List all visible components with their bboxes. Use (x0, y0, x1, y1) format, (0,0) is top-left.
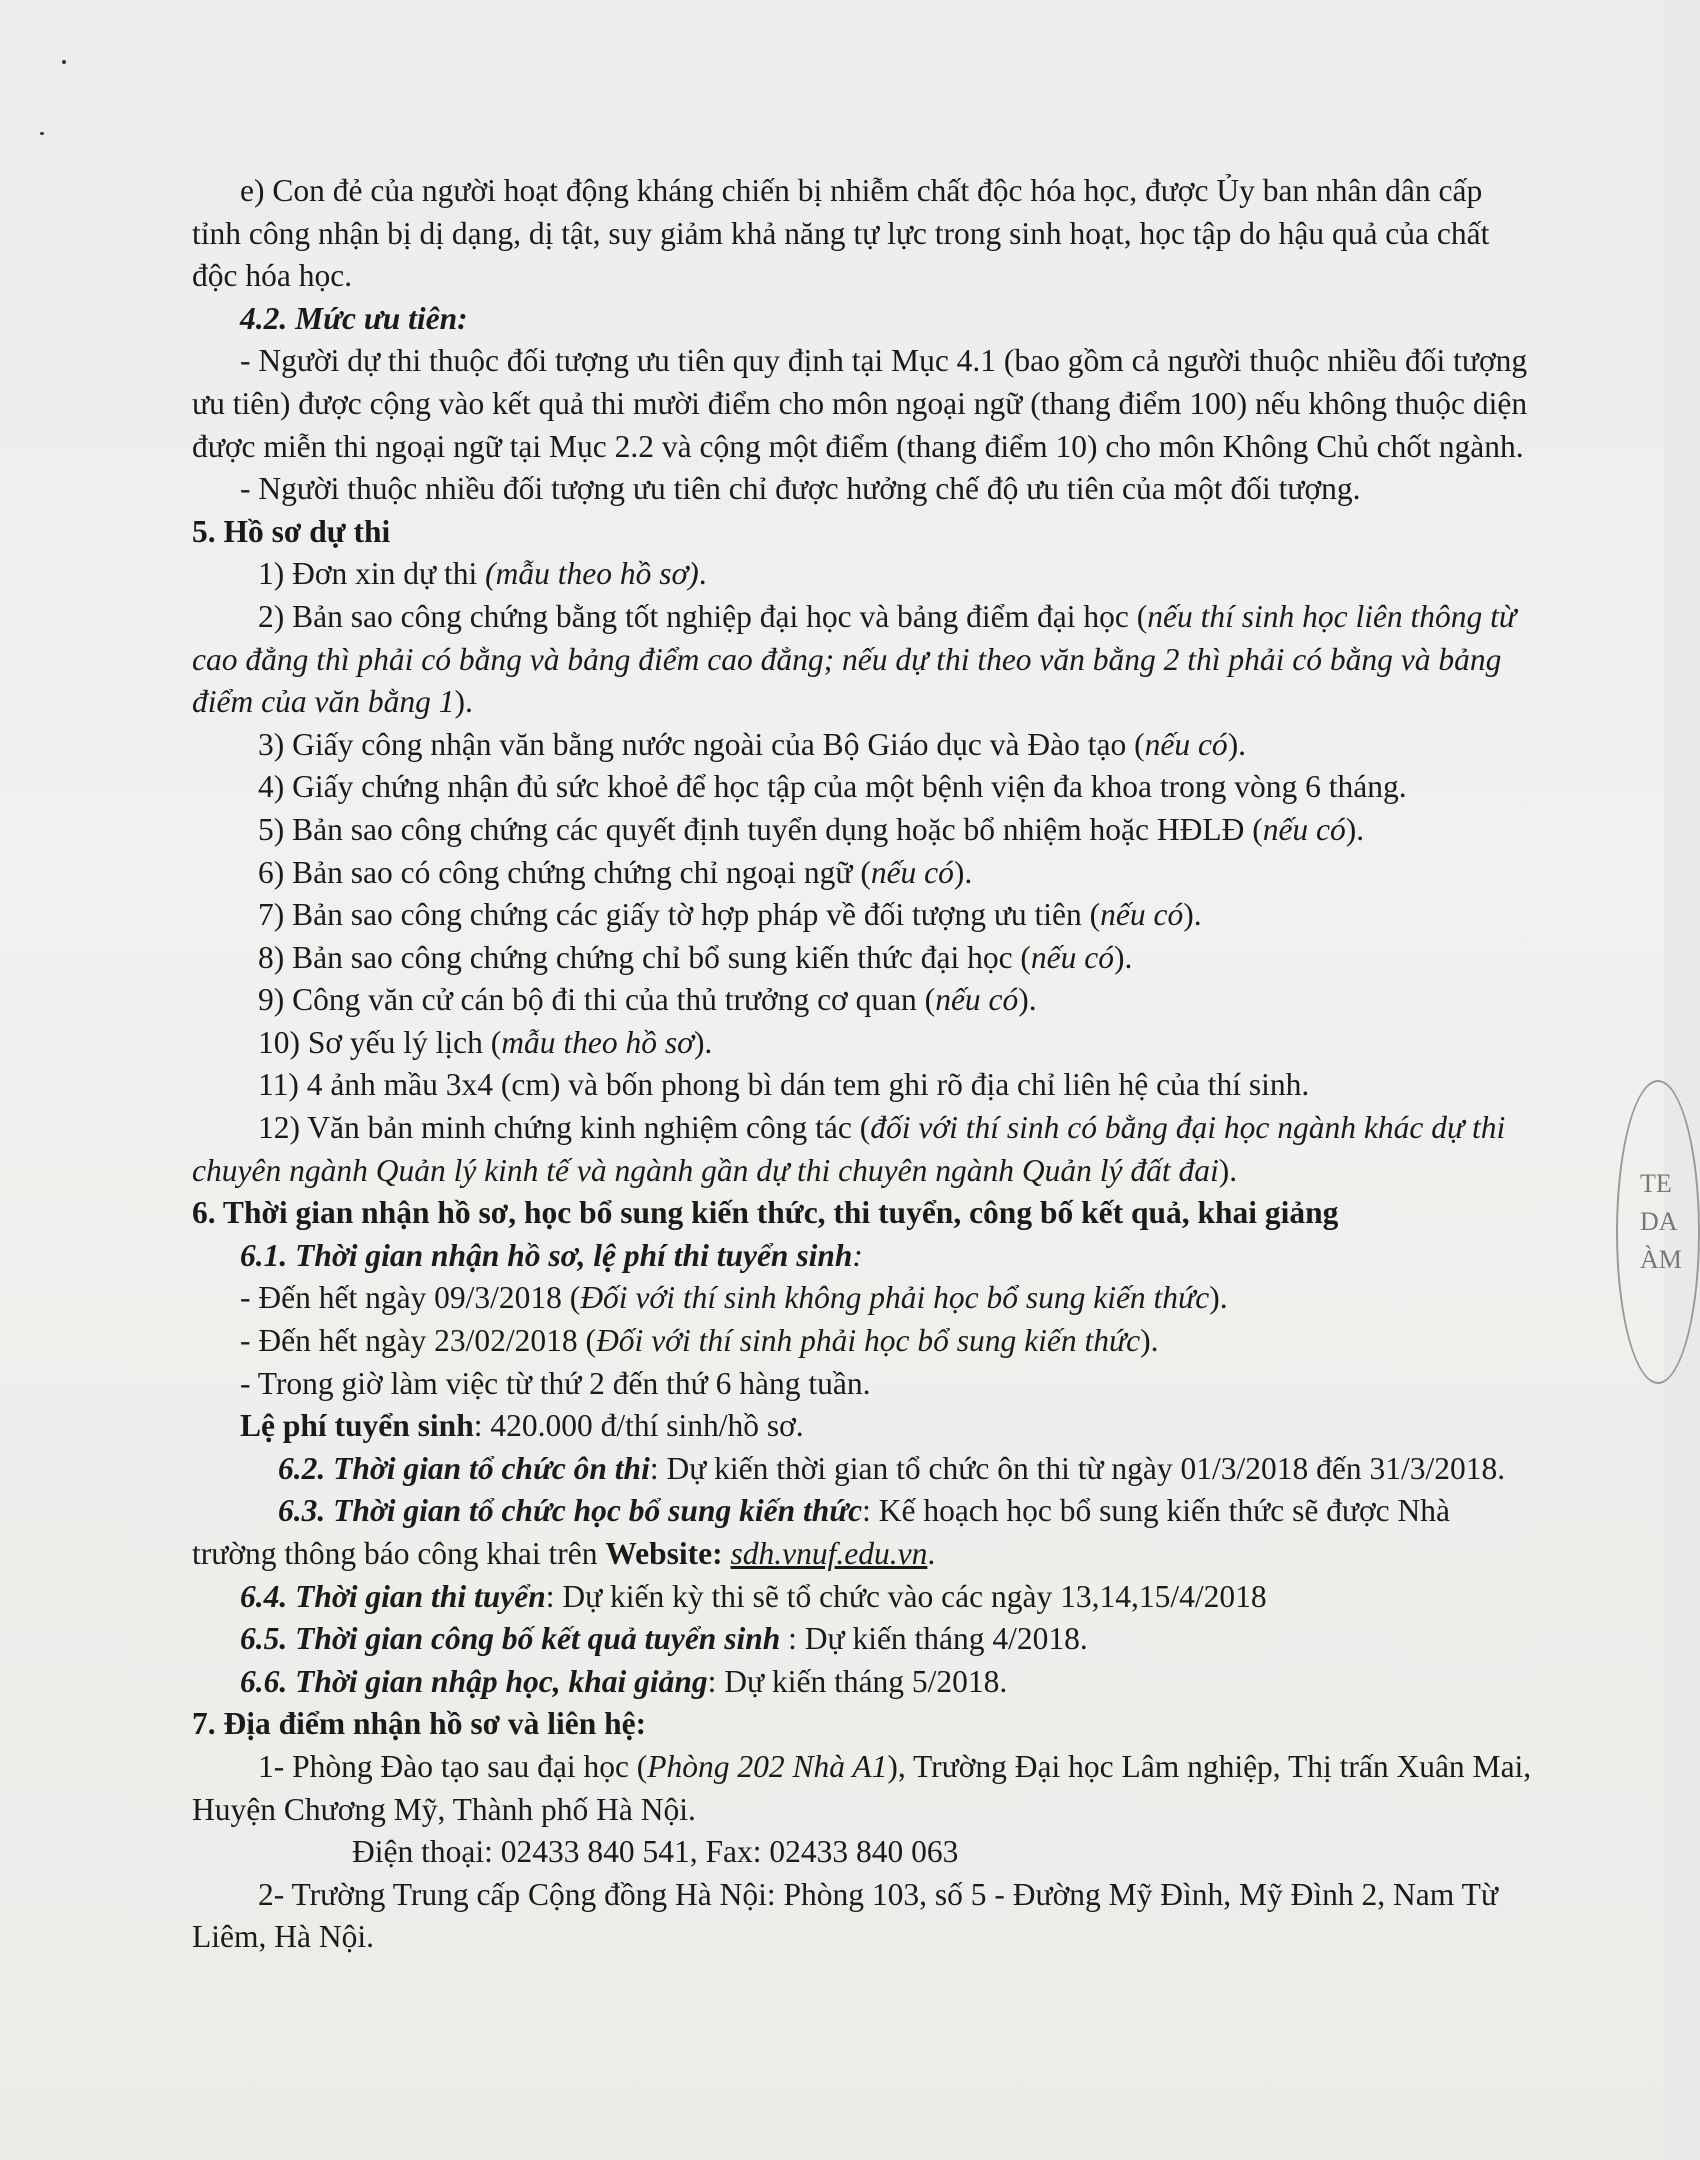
list-item: 3) Giấy công nhận văn bằng nước ngoài của Bộ Giáo dục và Đào tạo (nếu có). (258, 726, 1247, 762)
list-item: 2) Bản sao công chứng bằng tốt nghiệp đại học và bảng điểm đại học (nếu thí sinh học liên thông từ cao đẳng thì phải có bằng và bảng điểm cao đẳng; nếu dự thi theo văn bằng 2 thì phải có bằng và bảng điểm của văn bằng 1). (192, 598, 1517, 720)
list-item: 12) Văn bản minh chứng kinh nghiệm công tác (đối với thí sinh có bằng đại học ngành khác dự thi chuyên ngành Quản lý kinh tế và ngành gần dự thi chuyên ngành Quản lý đất đai). (192, 1110, 1506, 1188)
phone-line: Điện thoại: 02433 840 541, Fax: 02433 840 063 (352, 1834, 959, 1870)
paragraph-6-2: 6.2. Thời gian tổ chức ôn thi: Dự kiến thời gian tổ chức ôn thi từ ngày 01/3/2018 đến 31/3/2018. (278, 1450, 1506, 1486)
heading-4-2: 4.2. Mức ưu tiên: (240, 300, 468, 336)
list-item: 10) Sơ yếu lý lịch (mẫu theo hồ sơ). (258, 1024, 713, 1060)
paper-speck (62, 60, 66, 64)
paragraph-6-1-c: - Trong giờ làm việc từ thứ 2 đến thứ 6 hàng tuần. (240, 1365, 871, 1401)
list-item: 8) Bản sao công chứng chứng chỉ bổ sung kiến thức đại học (nếu có). (258, 939, 1133, 975)
heading-6-1: 6.1. Thời gian nhận hồ sơ, lệ phí thi tuyển sinh: (240, 1237, 863, 1273)
heading-7: 7. Địa điểm nhận hồ sơ và liên hệ: (192, 1706, 647, 1742)
list-item: 1) Đơn xin dự thi (mẫu theo hồ sơ). (258, 556, 707, 592)
paragraph-e: e) Con đẻ của người hoạt động kháng chiến bị nhiễm chất độc hóa học, được Ủy ban nhân dân cấp tỉnh công nhận bị dị dạng, dị tật, suy giảm khả năng tự lực trong sinh hoạt, học tập do hậu quả của chất độc hóa học. (192, 173, 1490, 294)
address-1: 1- Phòng Đào tạo sau đại học (Phòng 202 Nhà A1), Trường Đại học Lâm nghiệp, Thị trấn Xuân Mai, Huyện Chương Mỹ, Thành phố Hà Nội. (192, 1748, 1532, 1827)
list-item: 9) Công văn cử cán bộ đi thi của thủ trưởng cơ quan (nếu có). (258, 982, 1037, 1018)
paragraph-4-2-b: - Người thuộc nhiều đối tượng ưu tiên chỉ được hưởng chế độ ưu tiên của một đối tượng. (240, 471, 1361, 507)
document-body (192, 170, 1532, 1959)
stamp-fragment: TE (1640, 1169, 1672, 1198)
paper-speck (40, 132, 44, 135)
stamp-fragment: ÀM (1640, 1245, 1682, 1274)
paragraph-6-3: 6.3. Thời gian tổ chức học bổ sung kiến thức: Kế hoạch học bổ sung kiến thức sẽ được Nhà trường thông báo công khai trên Website: sdh.vnuf.edu.vn. (192, 1493, 1450, 1571)
address-2: 2- Trường Trung cấp Cộng đồng Hà Nội: Phòng 103, số 5 - Đường Mỹ Đình, Mỹ Đình 2, Nam Từ Liêm, Hà Nội. (192, 1876, 1498, 1955)
paragraph-6-6: 6.6. Thời gian nhập học, khai giảng: Dự kiến tháng 5/2018. (240, 1663, 1008, 1699)
list-item: 7) Bản sao công chứng các giấy tờ hợp pháp về đối tượng ưu tiên (nếu có). (258, 897, 1202, 933)
stamp-fragment: DA (1640, 1207, 1678, 1236)
paragraph-6-5: 6.5. Thời gian công bố kết quả tuyển sinh : Dự kiến tháng 4/2018. (240, 1621, 1088, 1657)
paragraph-6-4: 6.4. Thời gian thi tuyển: Dự kiến kỳ thi sẽ tổ chức vào các ngày 13,14,15/4/2018 (240, 1578, 1267, 1614)
website-link[interactable]: sdh.vnuf.edu.vn (730, 1536, 928, 1571)
heading-6: 6. Thời gian nhận hồ sơ, học bổ sung kiến thức, thi tuyển, công bố kết quả, khai giảng (192, 1195, 1339, 1231)
paragraph-4-2-a: - Người dự thi thuộc đối tượng ưu tiên quy định tại Mục 4.1 (bao gồm cả người thuộc nhiều đối tượng ưu tiên) được cộng vào kết quả thi mười điểm cho môn ngoại ngữ (thang điểm 100) nếu không thuộc diện được miễn thi ngoại ngữ tại Mục 2.2 và cộng một điểm (thang điểm 10) cho môn Không Chủ chốt ngành. (192, 343, 1528, 464)
paragraph-6-1-b: - Đến hết ngày 23/02/2018 (Đối với thí sinh phải học bổ sung kiến thức). (240, 1323, 1159, 1359)
list-item: 11) 4 ảnh mầu 3x4 (cm) và bốn phong bì dán tem ghi rõ địa chỉ liên hệ của thí sinh. (258, 1067, 1310, 1103)
fee-line: Lệ phí tuyển sinh: 420.000 đ/thí sinh/hồ sơ. (240, 1408, 804, 1444)
paragraph-6-1-a: - Đến hết ngày 09/3/2018 (Đối với thí sinh không phải học bổ sung kiến thức). (240, 1280, 1228, 1316)
list-item: 6) Bản sao có công chứng chứng chỉ ngoại ngữ (nếu có). (258, 854, 973, 890)
heading-5: 5. Hồ sơ dự thi (192, 513, 391, 549)
list-item: 5) Bản sao công chứng các quyết định tuyển dụng hoặc bổ nhiệm hoặc HĐLĐ (nếu có). (258, 811, 1365, 847)
list-item: 4) Giấy chứng nhận đủ sức khoẻ để học tập của một bệnh viện đa khoa trong vòng 6 tháng. (258, 769, 1407, 805)
